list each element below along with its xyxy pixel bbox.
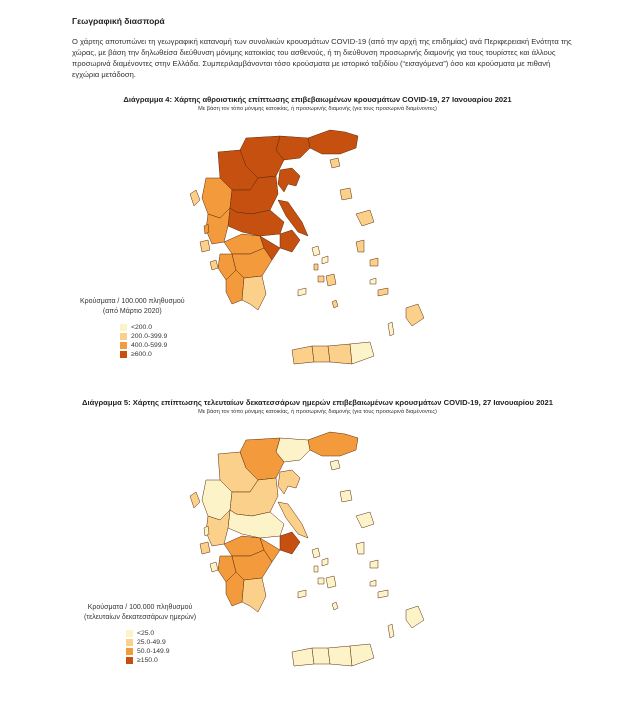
legend-item [126, 647, 196, 656]
figure-4-legend-items [120, 323, 185, 359]
legend-swatch [126, 639, 133, 646]
region-kefalonia [200, 240, 210, 252]
legend-swatch [120, 333, 127, 340]
region-heraklion [328, 646, 352, 666]
figure-4-title: Διάγραμμα 4: Χάρτης αθροιστικής επίπτωσης επιβεβαιωμένων κρουσμάτων COVID-19, 27 Ιανουαρίου 2021 [123, 95, 512, 104]
figure-5-legend [84, 603, 196, 665]
figure-5-legend-subtitle: (τελευταίων δεκατεσσάρων ημερών) [84, 614, 197, 621]
region-chania [292, 648, 314, 666]
region-lefkada [204, 224, 209, 234]
region-thasos [330, 158, 340, 168]
figure-5-legend-items [126, 629, 196, 665]
legend-item [120, 332, 185, 341]
figure-4-legend-subtitle: (από Μάρτιο 2020) [102, 308, 162, 315]
legend-swatch [120, 324, 127, 331]
greece-choropleth-map-14-day [180, 420, 450, 682]
legend-label: 200.0-399.9 [131, 333, 168, 340]
region-santorini [332, 602, 338, 610]
region-santorini [332, 300, 338, 308]
region-andros [312, 246, 320, 256]
region-syros [314, 264, 318, 270]
legend-swatch [126, 657, 133, 664]
region-kos [378, 288, 388, 296]
legend-item [126, 638, 196, 647]
region-samos [370, 258, 378, 266]
region-karpathos [388, 322, 394, 336]
figure-4-legend-title: Κρούσματα / 100.000 πληθυσμού [80, 298, 185, 305]
legend-item [120, 323, 185, 332]
region-laconia [242, 578, 266, 612]
region-zakynthos [210, 562, 218, 572]
region-tinos [322, 558, 328, 566]
legend-swatch [126, 630, 133, 637]
legend-item [126, 629, 196, 638]
region-thasos [330, 460, 340, 470]
region-kalymnos [370, 278, 376, 284]
region-lemnos [340, 490, 352, 502]
region-naxos [326, 274, 336, 286]
region-kalymnos [370, 580, 376, 586]
region-chios [356, 240, 364, 252]
legend-swatch [120, 351, 127, 358]
section-heading: Γεωγραφική διασπορά [72, 16, 165, 26]
region-kos [378, 590, 388, 598]
region-rhodes [406, 606, 424, 628]
figure-5-subtitle: Με βάση τον τόπο μόνιμης κατοικίας, ή προσωρινής διαμονής (για τους προσωρινά διαμένοντες) [198, 409, 437, 415]
intro-paragraph: Ο χάρτης αποτυπώνει τη γεωγραφική κατανομή των συνολικών κρουσμάτων COVID-19 (από την αρχή της επιδημίας) ανά Περιφερειακή Ενότητα της χώρας, με βάση την δηλωθείσα διεύθυνση μόνιμης κατοικίας του ασθενούς, ή τη διεύθυνση προσωρινής διαμονής για τους τουρίστες και άλλους προσωρινά διαμένοντες στην Ελλάδα. Συμπεριλαμβάνονται τόσο κρούσματα με ιστορικό ταξιδίου (“εισαγόμενα”) όσο και κρούσματα με πιθανή εγχώρια μετάδοση. [72, 37, 572, 79]
legend-label: ≥600.0 [131, 351, 152, 358]
region-tinos [322, 256, 328, 264]
legend-label: ≥150.0 [137, 657, 158, 664]
legend-swatch [120, 342, 127, 349]
figure-4-legend [80, 297, 185, 359]
region-lemnos [340, 188, 352, 200]
legend-label: <200.0 [131, 324, 152, 331]
region-attica [280, 532, 300, 554]
region-chalkidiki [278, 470, 300, 494]
legend-label: 400.0-599.9 [131, 342, 168, 349]
figure-5-legend-title: Κρούσματα / 100.000 πληθυσμού [87, 604, 193, 611]
region-rhodes [406, 304, 424, 326]
region-laconia [242, 276, 266, 310]
region-karpathos [388, 624, 394, 638]
region-lefkada [204, 526, 209, 536]
legend-item [120, 350, 185, 359]
region-corfu [190, 190, 200, 206]
legend-swatch [126, 648, 133, 655]
region-paros [318, 276, 324, 282]
region-milos [298, 288, 306, 296]
region-thrace [308, 432, 358, 456]
legend-label: 50.0-149.9 [137, 648, 170, 655]
region-lesvos [356, 512, 374, 528]
legend-label: 25.0-49.9 [137, 639, 166, 646]
region-corfu [190, 492, 200, 508]
legend-item [126, 656, 196, 665]
region-paros [318, 578, 324, 584]
region-chalkidiki [278, 168, 300, 192]
region-heraklion [328, 344, 352, 364]
region-naxos [326, 576, 336, 588]
region-lasithi [350, 342, 374, 364]
region-kefalonia [200, 542, 210, 554]
region-thrace [308, 130, 358, 154]
region-chania [292, 346, 314, 364]
region-zakynthos [210, 260, 218, 270]
legend-item [120, 341, 185, 350]
region-euboea [278, 502, 308, 538]
region-rethymno [312, 648, 330, 664]
region-andros [312, 548, 320, 558]
region-syros [314, 566, 318, 572]
figure-4-subtitle: Με βάση τον τόπο μόνιμης κατοικίας, ή προσωρινής διαμονής (για τους προσωρινά διαμένοντες) [198, 106, 437, 112]
region-chios [356, 542, 364, 554]
figure-5-title: Διάγραμμα 5: Χάρτης επίπτωσης τελευταίων δεκατεσσάρων ημερών επιβεβαιωμένων κρουσμάτων COVID-19, 27 Ιανουαρίου 2021 [82, 398, 553, 407]
legend-label: <25.0 [137, 630, 155, 637]
region-euboea [278, 200, 308, 236]
region-milos [298, 590, 306, 598]
greece-choropleth-map-cumulative [180, 118, 450, 380]
region-lesvos [356, 210, 374, 226]
region-rethymno [312, 346, 330, 362]
region-attica [280, 230, 300, 252]
region-lasithi [350, 644, 374, 666]
region-samos [370, 560, 378, 568]
